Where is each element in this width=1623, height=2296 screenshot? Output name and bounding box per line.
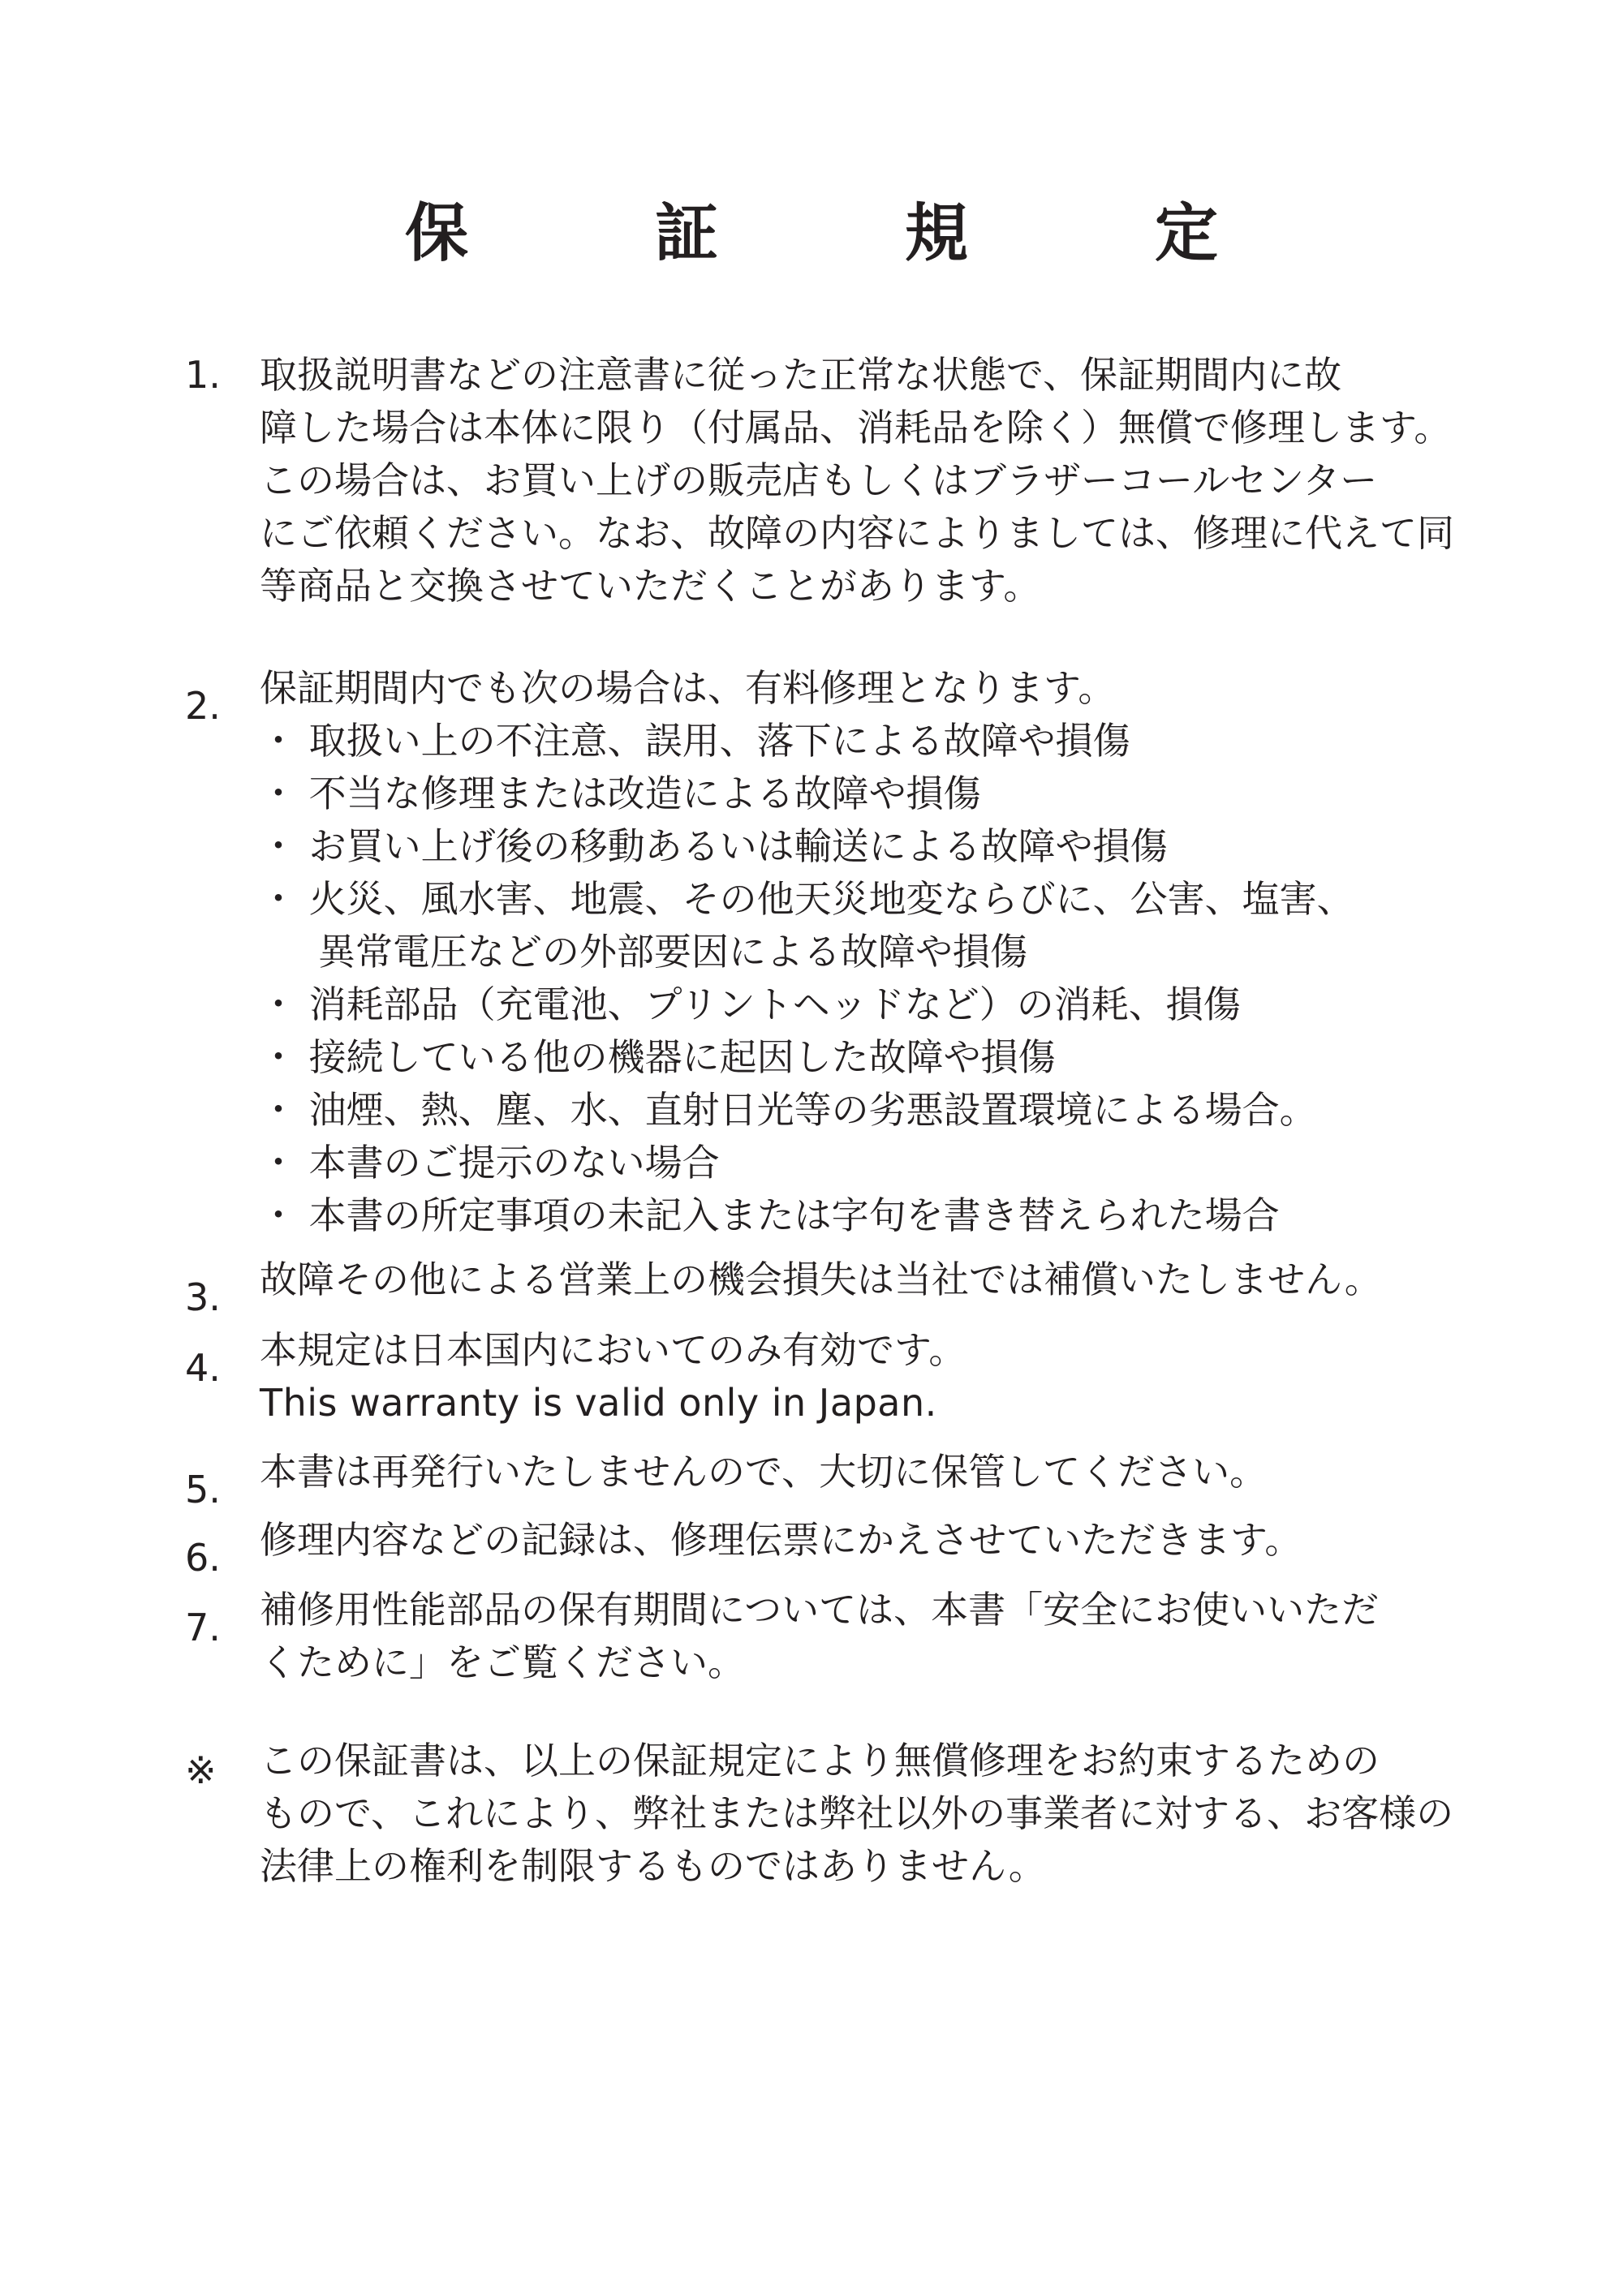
clause-line: 本規定は日本国内においてのみ有効です。 — [260, 1328, 966, 1372]
bullet-item: ・ 火災、風水害、地震、その他天災地変ならびに、公害、塩害、 — [260, 877, 1354, 921]
bullet-item: ・ 本書のご提示のない場合 — [260, 1141, 720, 1185]
note-line: 法律上の権利を制限するものではありません。 — [260, 1844, 1046, 1888]
bullet-item: ・ 接続している他の機器に起因した故障や損傷 — [260, 1035, 1056, 1079]
page-title: 保 証 規 定 — [404, 197, 1280, 270]
bullet-item: ・ 消耗部品（充電池、プリントヘッドなど）の消耗、損傷 — [260, 982, 1241, 1026]
clause-line: 等商品と交換させていただくことがあります。 — [260, 564, 1041, 608]
clause-text — [260, 1446, 1477, 1498]
note-line: もので、これにより、弊社または弊社以外の事業者に対する、お客様の — [260, 1791, 1454, 1835]
bullet-item-continuation: 異常電圧などの外部要因による故障や損傷 — [318, 930, 1027, 974]
note-text — [260, 1735, 1477, 1893]
clause-number: 3. — [185, 1275, 221, 1319]
bullet-item: ・ 不当な修理または改造による故障や損傷 — [260, 772, 981, 815]
clause-number: 2. — [185, 684, 221, 728]
bullet-item: ・ 本書の所定事項の未記入または字句を書き替えられた場合 — [260, 1193, 1280, 1237]
clause-line: 保証期間内でも次の場合は、有料修理となります。 — [260, 666, 1116, 710]
clause-line: にご依頼ください。なお、故障の内容によりましては、修理に代えて同 — [260, 511, 1454, 555]
clause-line: 取扱説明書などの注意書に従った正常な状態で、保証期間内に故 — [260, 353, 1342, 397]
clause-number: 6. — [185, 1536, 221, 1580]
note-marker: ※ — [185, 1748, 217, 1792]
clause-line: 障した場合は本体に限り（付属品、消耗品を除く）無償で修理します。 — [260, 406, 1452, 449]
clause-text — [260, 1514, 1477, 1567]
clause-number: 7. — [185, 1606, 221, 1649]
clause-line: 修理内容などの記録は、修理伝票にかえさせていただきます。 — [260, 1518, 1302, 1562]
clause-number: 1. — [185, 353, 221, 397]
clause-line: 本書は再発行いたしませんので、大切に保管してください。 — [260, 1450, 1268, 1494]
clause-number: 5. — [185, 1468, 221, 1511]
clause-text — [260, 349, 1477, 613]
clause-text — [260, 1324, 1477, 1430]
bullet-item: ・ 油煙、熱、塵、水、直射日光等の劣悪設置環境による場合。 — [260, 1088, 1317, 1132]
clause-text — [260, 1253, 1477, 1306]
clause-line-english: This warranty is valid only in Japan. — [260, 1381, 937, 1425]
clause-line: くために」をご覧ください。 — [260, 1640, 745, 1684]
clause-number: 4. — [185, 1346, 221, 1390]
clause-line: 補修用性能部品の保有期間については、本書「安全にお使いいただ — [260, 1588, 1380, 1632]
note-line: この保証書は、以上の保証規定により無償修理をお約束するための — [260, 1739, 1380, 1782]
clause-text — [260, 662, 1477, 1242]
clause-line: 故障その他による営業上の機会損失は当社では補償いたしません。 — [260, 1258, 1382, 1301]
clause-line: この場合は、お買い上げの販売店もしくはブラザーコールセンター — [260, 458, 1378, 502]
clause-text — [260, 1584, 1477, 1689]
bullet-item: ・ 取扱い上の不注意、誤用、落下による故障や損傷 — [260, 719, 1130, 763]
bullet-item: ・ お買い上げ後の移動あるいは輸送による故障や損傷 — [260, 824, 1168, 868]
